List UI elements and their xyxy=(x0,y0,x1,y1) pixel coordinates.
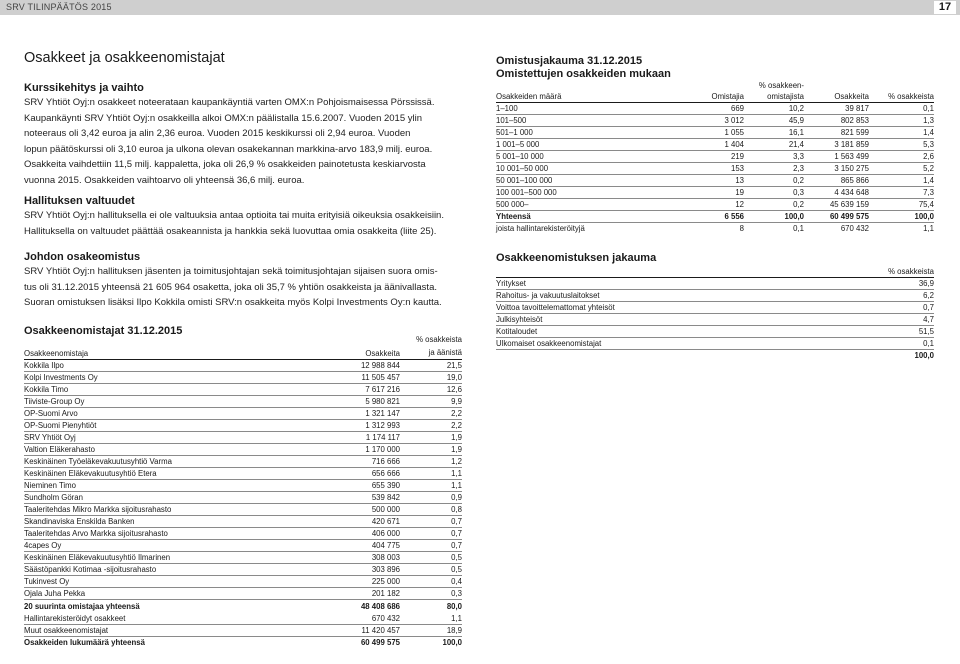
shareholder-row xyxy=(24,372,462,384)
shareholder-row-shares: 225 000 xyxy=(294,576,400,588)
col-header-range: Osakkeiden määrä xyxy=(496,79,626,102)
shareholder-row xyxy=(24,408,462,420)
shareholder-row xyxy=(24,468,462,480)
summary-total-pct: 100,0 xyxy=(442,638,462,647)
col-header-name: Osakkeenomistaja xyxy=(24,333,294,360)
shareholder-row-pct: 0,8 xyxy=(400,504,462,516)
text-line: lopun päätöskurssi oli 3,10 euroa ja ulkona olevan osakekannan markkina-arvo 183,9 milj. euroa. xyxy=(24,143,433,155)
distribution-row-shares-pct: 5,2 xyxy=(869,162,934,174)
summary-row-pct: 1,1 xyxy=(400,612,462,624)
distribution-row-holders: 153 xyxy=(626,162,744,174)
authorizations-title: Hallituksen valtuudet xyxy=(24,195,135,207)
summary-row-name: Muut osakkeenomistajat xyxy=(24,624,294,636)
shareholder-row-shares: 7 617 216 xyxy=(294,384,400,396)
page-number: 17 xyxy=(934,1,956,14)
summary-row-name: Hallintarekisteröidyt osakkeet xyxy=(24,612,294,624)
trading-title: Kurssikehitys ja vaihto xyxy=(24,82,144,94)
shareholders-title: Osakkeenomistajat 31.12.2015 xyxy=(24,325,183,337)
summary-row xyxy=(24,624,462,636)
shareholder-row-pct: 0,9 xyxy=(400,492,462,504)
shareholder-row-shares: 303 896 xyxy=(294,564,400,576)
shareholder-row-shares: 539 842 xyxy=(294,492,400,504)
distribution-row-holders-pct: 0,3 xyxy=(744,186,804,198)
shareholder-row-shares: 420 671 xyxy=(294,516,400,528)
col-header-shares: Osakkeita xyxy=(294,333,400,360)
col-header-shares-pct: % osakkeista xyxy=(869,79,934,102)
total-holders-pct: 100,0 xyxy=(744,210,804,222)
main-heading: Osakkeet ja osakkeenomistajat xyxy=(24,50,225,66)
shareholder-row xyxy=(24,540,462,552)
shareholder-row xyxy=(24,480,462,492)
nominee-shares: 670 432 xyxy=(840,224,869,233)
shareholder-row-name: Sundholm Göran xyxy=(24,492,294,504)
shareholder-row-shares: 308 003 xyxy=(294,552,400,564)
summary-total-row xyxy=(24,636,462,648)
distribution-row-holders: 1 055 xyxy=(626,126,744,138)
distribution-row-shares: 865 866 xyxy=(804,174,869,186)
shareholder-row xyxy=(24,420,462,432)
distribution-row-range: 100 001–500 000 xyxy=(496,186,626,198)
shareholder-row-pct: 1,9 xyxy=(400,432,462,444)
text-line: Kaupankäynti SRV Yhtiöt Oyj:n osakkeilla alkoi OMX:n päälistalla 15.6.2007. Vuoden 2015 ylin xyxy=(24,112,423,124)
distribution-row-holders: 669 xyxy=(626,102,744,114)
sector-row-pct: 6,2 xyxy=(856,289,934,301)
summary-row-pct: 18,9 xyxy=(400,624,462,636)
sector-row xyxy=(496,325,934,337)
distribution-row-shares-pct: 75,4 xyxy=(869,198,934,210)
distribution-row xyxy=(496,162,934,174)
sector-row-pct: 51,5 xyxy=(856,325,934,337)
nominee-shares-pct: 1,1 xyxy=(923,224,934,233)
distribution-row-holders: 1 404 xyxy=(626,138,744,150)
distribution-row-holders-pct: 21,4 xyxy=(744,138,804,150)
distribution-row-shares: 45 639 159 xyxy=(804,198,869,210)
shareholder-row-name: Keskinäinen Eläkevakuutusyhtiö Etera xyxy=(24,468,294,480)
shareholder-row xyxy=(24,552,462,564)
shareholder-row-name: Ojala Juha Pekka xyxy=(24,588,294,600)
distribution-row-range: 101–500 xyxy=(496,114,626,126)
distribution-row-holders-pct: 45,9 xyxy=(744,114,804,126)
shareholder-row-name: Keskinäinen Eläkevakuutusyhtiö Ilmarinen xyxy=(24,552,294,564)
text-line: tus oli 31.12.2015 yhteensä 21 605 964 osaketta, joka oli 35,7 % yhtiön osakkeista ja äänivallasta. xyxy=(24,281,437,293)
text-line: vuonna 2015. Osakkeiden vaihtoarvo oli yhteensä 36,6 milj. euroa. xyxy=(24,174,305,186)
distribution-row-range: 501–1 000 xyxy=(496,126,626,138)
distribution-row-holders-pct: 10,2 xyxy=(744,102,804,114)
distribution-row-range: 1–100 xyxy=(496,102,626,114)
distribution-row-shares-pct: 1,4 xyxy=(869,174,934,186)
sector-row-pct: 4,7 xyxy=(856,313,934,325)
summary-total-shares: 60 499 575 xyxy=(360,638,400,647)
col-header-holders-pct-line1: % osakkeen- xyxy=(758,80,804,90)
shareholder-row-shares: 201 182 xyxy=(294,588,400,600)
col-header-pct xyxy=(400,333,462,360)
shareholder-row-shares: 1 321 147 xyxy=(294,408,400,420)
total-holders: 6 556 xyxy=(626,210,744,222)
distribution-row-shares: 3 181 859 xyxy=(804,138,869,150)
shareholder-row-shares: 1 170 000 xyxy=(294,444,400,456)
distribution-row-holders-pct: 2,3 xyxy=(744,162,804,174)
shareholder-row-name: Tukinvest Oy xyxy=(24,576,294,588)
sector-row xyxy=(496,277,934,289)
shareholder-row-shares: 12 988 844 xyxy=(294,360,400,372)
shareholder-row-name: Kokkila Ilpo xyxy=(24,360,294,372)
shareholders-table xyxy=(24,333,462,612)
distribution-row-shares: 4 434 648 xyxy=(804,186,869,198)
shareholder-row-pct: 1,2 xyxy=(400,456,462,468)
shareholder-row-name: Nieminen Timo xyxy=(24,480,294,492)
shareholder-row-name: Kokkila Timo xyxy=(24,384,294,396)
distribution-row-range: 10 001–50 000 xyxy=(496,162,626,174)
sector-row-name: Ulkomaiset osakkeenomistajat xyxy=(496,337,856,349)
shareholder-row-pct: 21,5 xyxy=(400,360,462,372)
shareholder-row-pct: 19,0 xyxy=(400,372,462,384)
table-header-row xyxy=(496,79,934,102)
distribution-row-shares-pct: 2,6 xyxy=(869,150,934,162)
total-name: 20 suurinta omistajaa yhteensä xyxy=(24,601,140,611)
col-header-holders-pct xyxy=(744,79,804,102)
distribution-row xyxy=(496,114,934,126)
shareholder-row-name: Säästöpankki Kotimaa -sijoitusrahasto xyxy=(24,564,294,576)
text-line: SRV Yhtiöt Oyj:n hallituksella ei ole valtuuksia antaa optioita tai muita erityisiä oikeuksia osakkeisiin. xyxy=(24,210,444,221)
shareholder-row-shares: 406 000 xyxy=(294,528,400,540)
distribution-row-holders: 13 xyxy=(626,174,744,186)
distribution-row-range: 50 001–100 000 xyxy=(496,174,626,186)
summary-total-name: Osakkeiden lukumäärä yhteensä xyxy=(24,638,145,647)
sector-row-pct: 36,9 xyxy=(856,277,934,289)
distribution-row-shares: 802 853 xyxy=(804,114,869,126)
distribution-row xyxy=(496,138,934,150)
shareholder-row-pct: 2,2 xyxy=(400,420,462,432)
shareholder-row-pct: 0,7 xyxy=(400,516,462,528)
text-line: noteeraus oli 3,42 euroa ja alin 2,36 euroa. Vuoden 2015 keskikurssi oli 2,94 euroa. Vuoden xyxy=(24,128,411,139)
sector-row xyxy=(496,301,934,313)
summary-table xyxy=(24,612,462,648)
shareholder-row-name: Skandinaviska Enskilda Banken xyxy=(24,516,294,528)
col-header-holders: Omistajia xyxy=(626,79,744,102)
shareholder-row-name: OP-Suomi Arvo xyxy=(24,408,294,420)
total-pct: 80,0 xyxy=(446,601,462,611)
sector-row xyxy=(496,337,934,349)
authorizations-text xyxy=(24,208,444,239)
shareholder-row-name: Taaleritehdas Mikro Markka sijoitusrahasto xyxy=(24,504,294,516)
management-text xyxy=(24,264,442,311)
shareholder-row xyxy=(24,492,462,504)
shareholder-row xyxy=(24,576,462,588)
shareholder-row-pct: 12,6 xyxy=(400,384,462,396)
summary-row-shares: 670 432 xyxy=(294,612,400,624)
shareholder-row xyxy=(24,396,462,408)
table-header-row xyxy=(24,333,462,360)
distribution-row xyxy=(496,102,934,114)
shareholder-row-pct: 2,2 xyxy=(400,408,462,420)
shareholder-row-pct: 1,1 xyxy=(400,480,462,492)
shareholders-total-row xyxy=(24,600,462,612)
distribution-row-holders-pct: 16,1 xyxy=(744,126,804,138)
distribution-row-shares-pct: 0,1 xyxy=(869,102,934,114)
shareholder-row-name: OP-Suomi Pienyhtiöt xyxy=(24,420,294,432)
shareholder-row-name: Kolpi Investments Oy xyxy=(24,372,294,384)
text-line: Hallituksella on valtuudet päättää osakeannista ja hankkia sekä luovuttaa omia osakkeita (liite 25). xyxy=(24,225,437,237)
shareholder-row-shares: 404 775 xyxy=(294,540,400,552)
summary-row xyxy=(24,612,462,624)
shareholder-row xyxy=(24,432,462,444)
col-header-holders-pct-line2: omistajista xyxy=(767,91,804,101)
nominee-holders-pct: 0,1 xyxy=(793,224,804,233)
header-bar xyxy=(0,0,960,15)
text-line: SRV Yhtiöt Oyj:n osakkeet noteerataan kaupankäyntiä varten OMX:n Pohjoismaisessa Pörssissä. xyxy=(24,97,435,108)
distribution-row xyxy=(496,174,934,186)
report-title: SRV TILINPÄÄTÖS 2015 xyxy=(6,2,112,12)
sector-row-pct: 0,7 xyxy=(856,301,934,313)
distribution-row-shares: 1 563 499 xyxy=(804,150,869,162)
shareholder-row-name: Keskinäinen Työeläkevakuutusyhtiö Varma xyxy=(24,456,294,468)
distribution-row-holders: 219 xyxy=(626,150,744,162)
summary-row-shares: 11 420 457 xyxy=(294,624,400,636)
shareholder-row-pct: 1,1 xyxy=(400,468,462,480)
distribution-row xyxy=(496,198,934,210)
shareholder-row-shares: 1 174 117 xyxy=(294,432,400,444)
distribution-row-range: 5 001–10 000 xyxy=(496,150,626,162)
distribution-row-holders: 3 012 xyxy=(626,114,744,126)
distribution-row xyxy=(496,186,934,198)
sector-row-name: Kotitaloudet xyxy=(496,325,856,337)
shareholder-row-shares: 11 505 457 xyxy=(294,372,400,384)
nominee-holders: 8 xyxy=(739,224,744,233)
col-header-pct-line2: ja äänistä xyxy=(428,348,462,357)
distribution-row-range: 1 001–5 000 xyxy=(496,138,626,150)
distribution-row-holders-pct: 0,2 xyxy=(744,198,804,210)
trading-text xyxy=(24,95,434,188)
sector-row-name: Yritykset xyxy=(496,277,856,289)
total-shares: 60 499 575 xyxy=(804,210,869,222)
shareholder-row-shares: 716 666 xyxy=(294,456,400,468)
shareholder-row xyxy=(24,564,462,576)
distribution-title-line1: Omistusjakauma 31.12.2015 xyxy=(496,55,643,67)
distribution-row-shares-pct: 1,3 xyxy=(869,114,934,126)
shareholder-row-shares: 655 390 xyxy=(294,480,400,492)
col-header-sector xyxy=(496,265,856,277)
distribution-row-shares-pct: 7,3 xyxy=(869,186,934,198)
management-title: Johdon osakeomistus xyxy=(24,251,141,263)
shareholder-row xyxy=(24,384,462,396)
distribution-row-holders-pct: 3,3 xyxy=(744,150,804,162)
shareholder-row-shares: 5 980 821 xyxy=(294,396,400,408)
sectors-table xyxy=(496,265,934,361)
nominee-row xyxy=(496,222,934,234)
shareholder-row-name: SRV Yhtiöt Oyj xyxy=(24,432,294,444)
shareholder-row-pct: 1,9 xyxy=(400,444,462,456)
distribution-row-range: 500 000– xyxy=(496,198,626,210)
distribution-row xyxy=(496,126,934,138)
shareholder-row xyxy=(24,444,462,456)
text-line: Suoran omistuksen lisäksi Ilpo Kokkila omisti SRV:n osakkeita myös Kolpi Investments Oy:n kautta. xyxy=(24,297,442,308)
shareholder-row-name: Valtion Eläkerahasto xyxy=(24,444,294,456)
sector-row-name: Voittoa tavoittelemattomat yhteisöt xyxy=(496,301,856,313)
sectors-title: Osakkeenomistuksen jakauma xyxy=(496,252,657,264)
table-header-row xyxy=(496,265,934,277)
shareholder-row-pct: 9,9 xyxy=(400,396,462,408)
sector-row-pct: 0,1 xyxy=(856,337,934,349)
nominee-range: joista hallintarekisteröityjä xyxy=(496,224,585,233)
sector-row xyxy=(496,289,934,301)
distribution-row-shares-pct: 1,4 xyxy=(869,126,934,138)
text-line: SRV Yhtiöt Oyj:n hallituksen jäsenten ja toimitusjohtajan sekä toimitusjohtajan sijaisen suora omis- xyxy=(24,266,438,277)
sector-row xyxy=(496,313,934,325)
distribution-row-shares: 821 599 xyxy=(804,126,869,138)
distribution-row-holders: 12 xyxy=(626,198,744,210)
shareholder-row-pct: 0,5 xyxy=(400,552,462,564)
shareholder-row-shares: 1 312 993 xyxy=(294,420,400,432)
shareholder-row-shares: 656 666 xyxy=(294,468,400,480)
total-range: Yhteensä xyxy=(496,210,626,222)
sectors-total-pct: 100,0 xyxy=(914,351,934,360)
shareholder-row-name: 4capes Oy xyxy=(24,540,294,552)
sectors-total-label xyxy=(496,349,856,361)
shareholder-row xyxy=(24,456,462,468)
sectors-total-row xyxy=(496,349,934,361)
shareholder-row-name: Tiiviste-Group Oy xyxy=(24,396,294,408)
shareholder-row xyxy=(24,360,462,372)
col-header-sector-pct: % osakkeista xyxy=(856,265,934,277)
distribution-row-shares-pct: 5,3 xyxy=(869,138,934,150)
total-shares: 48 408 686 xyxy=(360,601,400,611)
shareholder-row xyxy=(24,516,462,528)
distribution-row-shares: 39 817 xyxy=(804,102,869,114)
shareholder-row xyxy=(24,528,462,540)
sector-row-name: Rahoitus- ja vakuutuslaitokset xyxy=(496,289,856,301)
distribution-table xyxy=(496,79,934,234)
distribution-row xyxy=(496,150,934,162)
distribution-row-holders: 19 xyxy=(626,186,744,198)
shareholder-row-name: Taaleritehdas Arvo Markka sijoitusrahasto xyxy=(24,528,294,540)
distribution-total-row xyxy=(496,210,934,222)
shareholder-row-pct: 0,5 xyxy=(400,564,462,576)
col-header-pct-line1: % osakkeista xyxy=(416,335,462,344)
distribution-row-shares: 3 150 275 xyxy=(804,162,869,174)
shareholder-row-pct: 0,3 xyxy=(400,588,462,600)
col-header-shares: Osakkeita xyxy=(804,79,869,102)
shareholder-row-pct: 0,7 xyxy=(400,540,462,552)
shareholder-row xyxy=(24,588,462,600)
shareholder-row xyxy=(24,504,462,516)
total-shares-pct: 100,0 xyxy=(869,210,934,222)
distribution-title xyxy=(496,55,671,81)
sector-row-name: Julkisyhteisöt xyxy=(496,313,856,325)
shareholder-row-pct: 0,4 xyxy=(400,576,462,588)
text-line: Osakkeita vaihdettiin 11,5 milj. kappaletta, joka oli 26,9 % osakkeiden painotetusta keskiarvosta xyxy=(24,159,426,170)
shareholder-row-shares: 500 000 xyxy=(294,504,400,516)
shareholder-row-pct: 0,7 xyxy=(400,528,462,540)
distribution-row-holders-pct: 0,2 xyxy=(744,174,804,186)
distribution-title-line2: Omistettujen osakkeiden mukaan xyxy=(496,68,671,80)
